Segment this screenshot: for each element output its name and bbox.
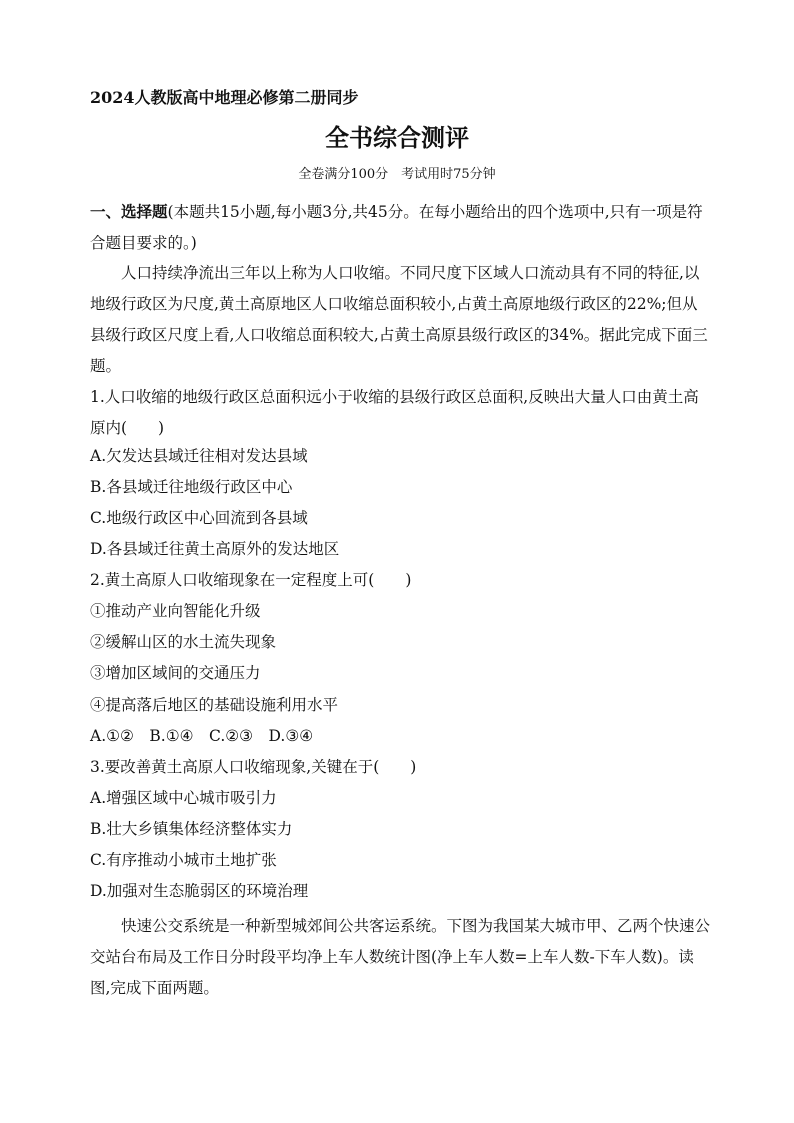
question-3-option-b: B.壮大乡镇集体经济整体实力 — [90, 820, 293, 838]
question-1-option-c: C.地级行政区中心回流到各县域 — [90, 509, 308, 527]
question-3-option-a: A.增强区域中心城市吸引力 — [90, 789, 277, 807]
page-title: 全书综合测评 — [325, 123, 469, 152]
question-1-option-a: A.欠发达县域迁往相对发达县域 — [90, 447, 308, 465]
question-3-option-d: D.加强对生态脆弱区的环境治理 — [90, 882, 309, 900]
section-instruction: (本题共15小题,每小题3分,共45分。在每小题给出的四个选项中,只有一项是符合题目要求的。) — [90, 203, 703, 252]
passage-1: 人口持续净流出三年以上称为人口收缩。不同尺度下区域人口流动具有不同的特征,以地级行政区为尺度,黄土高原地区人口收缩总面积较小,占黄土高原地级行政区的22%;但从县级行政区尺度上看,人口收缩总面积较大,占黄土高原县级行政区的34%。据此完成下面三题。 — [90, 264, 708, 375]
question-2-statement-3: ③增加区域间的交通压力 — [90, 664, 261, 682]
question-2-stem: 2.黄土高原人口收缩现象在一定程度上可( ) — [90, 571, 412, 589]
passage-2: 快速公交系统是一种新型城郊间公共客运系统。下图为我国某大城市甲、乙两个快速公交站台布局及工作日分时段平均净上车人数统计图(净上车人数=上车人数-下车人数)。读图,完成下面两题。 — [90, 917, 711, 997]
question-1-option-b: B.各县域迁往地级行政区中心 — [90, 478, 293, 496]
question-2-statement-2: ②缓解山区的水土流失现象 — [90, 633, 277, 651]
question-2-options: A.①② B.①④ C.②③ D.③④ — [90, 727, 314, 745]
question-2-statement-1: ①推动产业向智能化升级 — [90, 602, 261, 620]
question-1-stem: 1.人口收缩的地级行政区总面积远小于收缩的县级行政区总面积,反映出大量人口由黄土高原内( ) — [90, 388, 699, 437]
question-3-option-c: C.有序推动小城市土地扩张 — [90, 851, 277, 869]
series-title: 2024人教版高中地理必修第二册同步 — [90, 88, 359, 107]
question-2-statement-4: ④提高落后地区的基础设施利用水平 — [90, 696, 339, 714]
section-heading-block — [90, 196, 710, 259]
question-1-option-d: D.各县域迁往黄土高原外的发达地区 — [90, 540, 340, 558]
exam-meta: 全卷满分100分 考试用时75分钟 — [298, 167, 496, 182]
section-heading: 一、选择题 — [90, 202, 168, 221]
question-3-stem: 3.要改善黄土高原人口收缩现象,关键在于( ) — [90, 758, 417, 776]
